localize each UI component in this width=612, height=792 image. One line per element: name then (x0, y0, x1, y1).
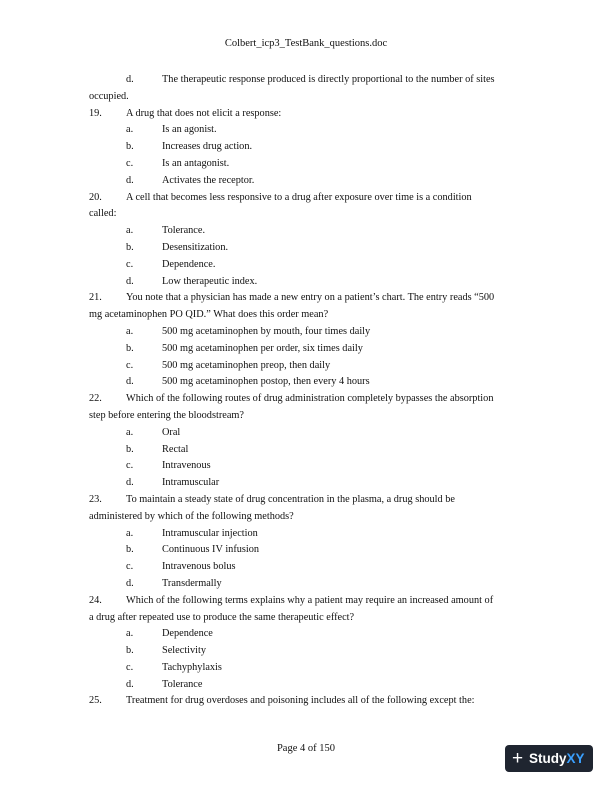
option-letter: c. (126, 460, 134, 472)
question-continuation: called: (89, 208, 117, 220)
option-text: Dependence. (162, 258, 216, 270)
question-line (89, 693, 529, 710)
option-letter: d. (126, 477, 134, 489)
option-letter: b. (126, 342, 134, 354)
question-text: To maintain a steady state of drug concentration in the plasma, a drug should be (126, 493, 455, 505)
studyxy-badge[interactable] (505, 745, 593, 772)
question-continuation: mg acetaminophen PO QID.” What does this order mean? (89, 309, 329, 321)
option-letter: b. (126, 241, 134, 253)
option-text: Increases drug action. (162, 141, 253, 153)
option-text: 500 mg acetaminophen by mouth, four times daily (162, 325, 371, 337)
option-line (89, 458, 529, 475)
question-text: A cell that becomes less responsive to a drug after exposure over time is a condition (126, 191, 472, 203)
option-letter: a. (126, 325, 134, 337)
option-text: 500 mg acetaminophen postop, then every 4 hours (162, 376, 370, 388)
option-letter: a. (126, 527, 134, 539)
option-line (89, 72, 529, 89)
page-number: Page 4 of 150 (276, 743, 336, 754)
question-number: 25. (89, 695, 102, 707)
option-text: Desensitization. (162, 241, 229, 253)
option-letter: d. (126, 275, 134, 287)
question-line (89, 593, 529, 610)
option-letter: c. (126, 561, 134, 573)
option-text: Rectal (162, 443, 189, 455)
option-line (89, 576, 529, 593)
option-letter: b. (126, 544, 134, 556)
question-continuation: a drug after repeated use to produce the same therapeutic effect? (89, 611, 355, 623)
option-line (89, 475, 529, 492)
brand-main: Study (529, 751, 567, 766)
question-continuation: administered by which of the following methods? (89, 510, 294, 522)
question-number: 23. (89, 493, 102, 505)
question-line (89, 391, 529, 408)
option-line (89, 324, 529, 341)
option-text: Intramuscular (162, 477, 220, 489)
option-letter: b. (126, 645, 134, 657)
option-letter: a. (126, 426, 134, 438)
option-text: Dependence (162, 628, 213, 640)
option-line (89, 257, 529, 274)
option-line (89, 425, 529, 442)
option-line (89, 374, 529, 391)
option-text: Is an antagonist. (162, 157, 230, 169)
question-text: Which of the following terms explains why a patient may require an increased amount of (126, 594, 494, 606)
document-header: Colbert_icp3_TestBank_questions.doc (224, 38, 388, 49)
option-line (89, 643, 529, 660)
option-line (89, 156, 529, 173)
option-text: Selectivity (162, 645, 207, 657)
option-line (89, 223, 529, 240)
option-letter: a. (126, 225, 134, 237)
option-line (89, 526, 529, 543)
plus-icon: + (512, 748, 524, 769)
option-continuation: occupied. (89, 90, 129, 102)
option-line (89, 240, 529, 257)
option-line (89, 173, 529, 190)
question-text: You note that a physician has made a new entry on a patient’s chart. The entry reads “500 (126, 292, 495, 304)
option-text: Low therapeutic index. (162, 275, 258, 287)
option-text: Intramuscular injection (162, 527, 258, 539)
option-letter: c. (126, 661, 134, 673)
option-letter: d. (126, 174, 134, 186)
option-letter: d. (126, 74, 134, 85)
option-letter: d. (126, 376, 134, 388)
question-line (89, 106, 529, 123)
question-number: 19. (89, 107, 102, 119)
question-continuation: step before entering the bloodstream? (89, 409, 244, 421)
option-letter: b. (126, 141, 134, 153)
question-line (89, 190, 529, 207)
option-text: The therapeutic response produced is directly proportional to the number of sites (162, 74, 495, 85)
option-line (89, 358, 529, 375)
option-letter: d. (126, 577, 134, 589)
option-text: Intravenous (162, 460, 211, 472)
document-body (89, 72, 529, 710)
question-number: 21. (89, 292, 102, 304)
question-text: Treatment for drug overdoses and poisoning includes all of the following except the: (126, 695, 475, 707)
option-line (89, 660, 529, 677)
question-text: Which of the following routes of drug administration completely bypasses the absorption (126, 393, 494, 405)
option-line (89, 274, 529, 291)
option-text: 500 mg acetaminophen preop, then daily (162, 359, 331, 371)
option-text: Tachyphylaxis (162, 661, 222, 673)
question-number: 24. (89, 594, 102, 606)
option-letter: a. (126, 628, 134, 640)
question-line (89, 290, 529, 307)
option-text: Transdermally (162, 577, 222, 589)
option-text: 500 mg acetaminophen per order, six times daily (162, 342, 363, 354)
option-line (89, 139, 529, 156)
question-line (89, 492, 529, 509)
option-line (89, 626, 529, 643)
option-text: Oral (162, 426, 181, 438)
option-text: Tolerance. (162, 225, 206, 237)
option-text: Continuous IV infusion (162, 544, 260, 556)
option-text: Tolerance (162, 678, 203, 690)
option-line (89, 677, 529, 694)
question-number: 22. (89, 393, 102, 405)
option-line (89, 559, 529, 576)
question-number: 20. (89, 191, 102, 203)
option-letter: d. (126, 678, 134, 690)
option-letter: b. (126, 443, 134, 455)
option-letter: c. (126, 157, 134, 169)
option-text: Is an agonist. (162, 124, 217, 136)
option-text: Activates the receptor. (162, 174, 255, 186)
option-letter: c. (126, 359, 134, 371)
question-text: A drug that does not elicit a response: (126, 107, 282, 119)
option-letter: c. (126, 258, 134, 270)
option-line (89, 341, 529, 358)
option-line (89, 442, 529, 459)
option-letter: a. (126, 124, 134, 136)
option-line (89, 542, 529, 559)
brand-logo (529, 745, 585, 772)
option-text: Intravenous bolus (162, 561, 236, 573)
option-line (89, 122, 529, 139)
brand-accent: XY (566, 751, 585, 766)
